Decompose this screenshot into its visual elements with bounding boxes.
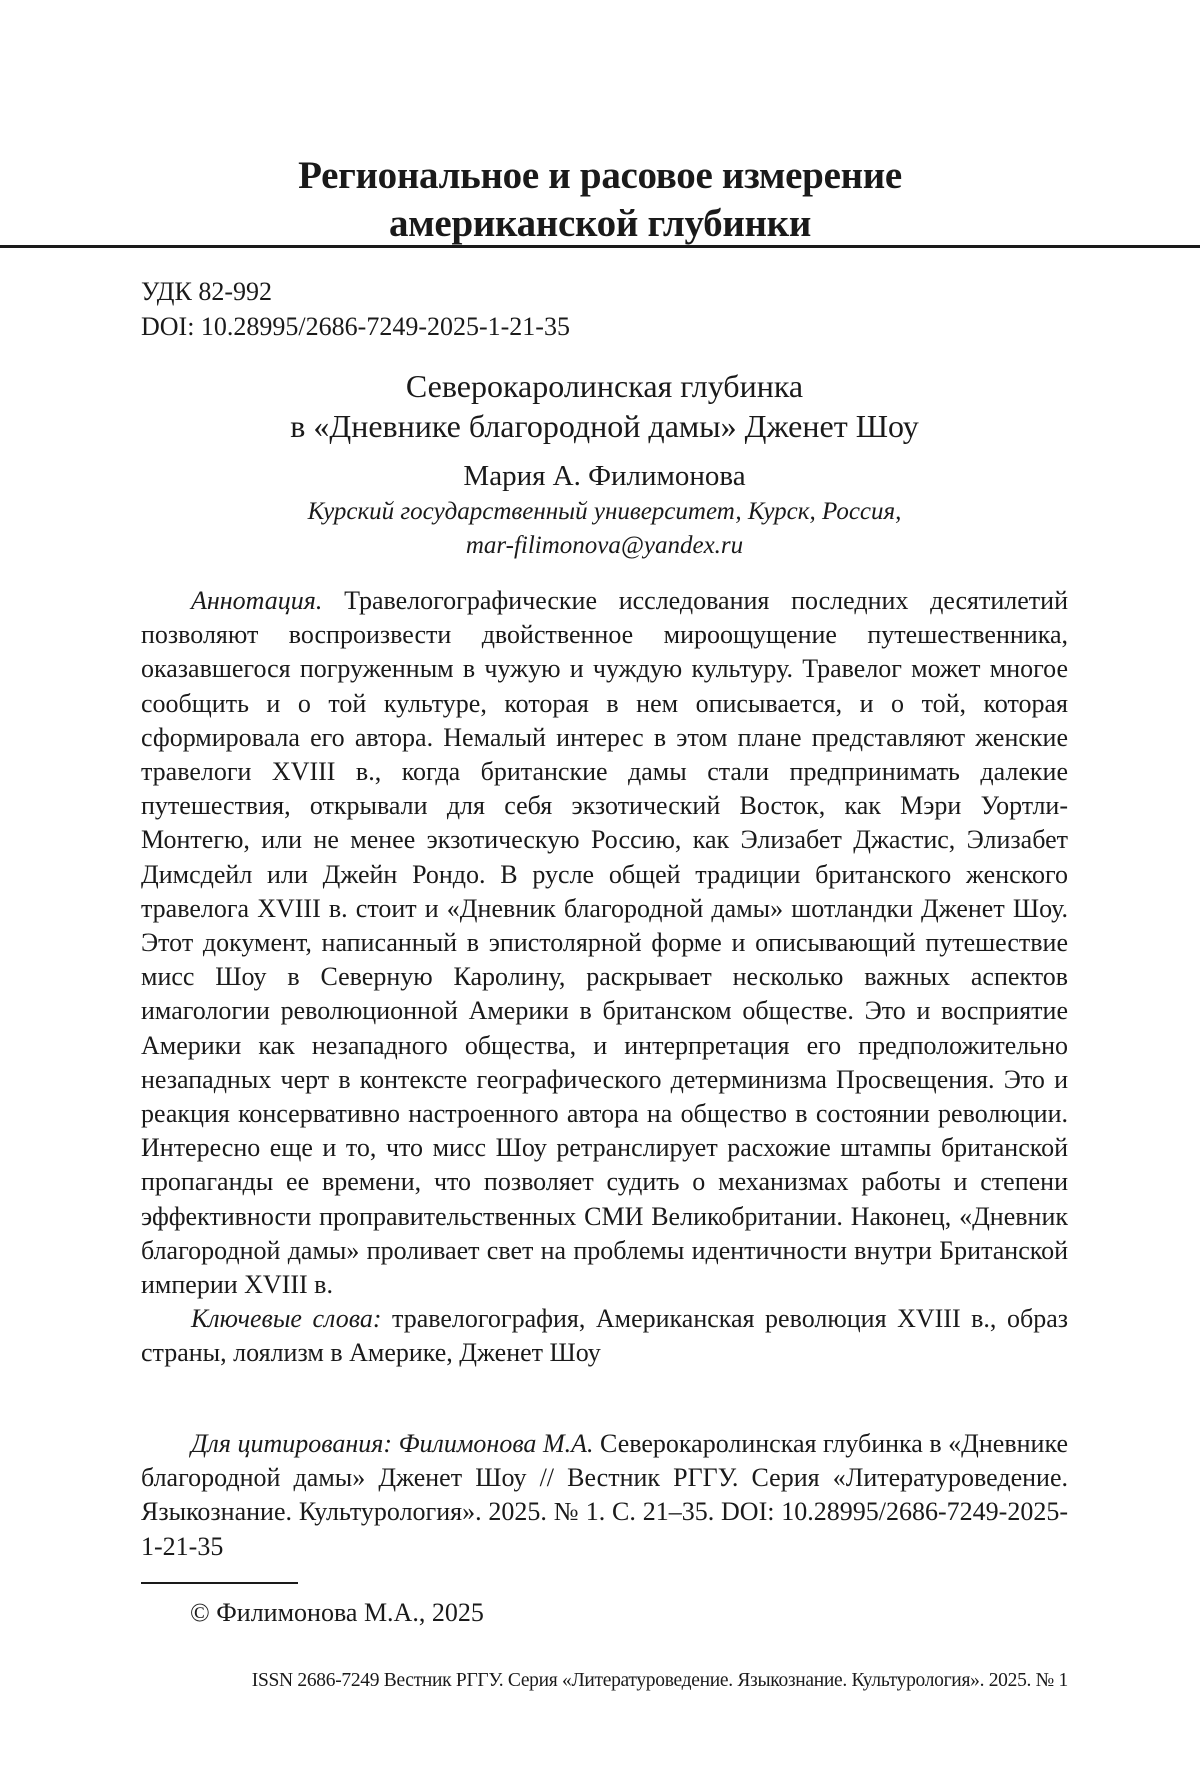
keywords-label: Ключевые слова: xyxy=(191,1304,381,1333)
udk-code: УДК 82-992 xyxy=(141,274,1068,309)
footnote-divider xyxy=(141,1582,298,1584)
article-meta xyxy=(141,274,1068,344)
abstract xyxy=(141,584,1068,1371)
citation-paragraph xyxy=(141,1427,1068,1564)
doi: DOI: 10.28995/2686-7249-2025-1-21-35 xyxy=(141,309,1068,344)
copyright-notice: © Филимонова М.А., 2025 xyxy=(190,1596,484,1630)
author-name: Мария А. Филимонова xyxy=(141,458,1068,494)
citation-block xyxy=(141,1427,1068,1564)
citation-text: Северокаролинская глубинка в «Дневнике благородной дамы» Дженет Шоу // Вестник РГГУ. Серия «Литературоведение. Языкознание. Культурология». 2025. № 1. С. 21–35. DOI: 10.28995/2686-7249-2025-1-21-35 xyxy=(141,1429,1068,1561)
running-footer: ISSN 2686-7249 Вестник РГГУ. Серия «Литературоведение. Языкознание. Культурология». 2025. № 1 xyxy=(141,1668,1068,1694)
section-title-line2: американской глубинки xyxy=(150,200,1050,248)
header-divider xyxy=(0,245,1200,248)
article-title-line1: Северокаролинская глубинка xyxy=(141,366,1068,406)
citation-label: Для цитирования: Филимонова М.А. xyxy=(191,1429,594,1458)
section-header xyxy=(0,152,1200,248)
author-email[interactable]: mar-filimonova@yandex.ru xyxy=(141,529,1068,563)
author-affiliation xyxy=(141,495,1068,563)
article-title xyxy=(141,366,1068,446)
abstract-label: Аннотация. xyxy=(191,586,322,615)
abstract-paragraph xyxy=(141,584,1068,1302)
keywords-paragraph xyxy=(141,1302,1068,1370)
section-title-line1: Региональное и расовое измерение xyxy=(150,152,1050,200)
article-title-line2: в «Дневнике благородной дамы» Дженет Шоу xyxy=(141,406,1068,446)
affiliation-text: Курский государственный университет, Курск, Россия, xyxy=(141,495,1068,529)
abstract-text: Травелогографические исследования последних десятилетий позволяют воспроизвести двойственное мироощущение путешественника, оказавшегося погруженным в чужую и чуждую культуру. Травелог может многое сообщить и о той культуре, которая в нем описывается, и о той, которая сформировала его автора. Немалый интерес в этом плане представляют женские травелоги XVIII в., когда британские дамы стали предпринимать далекие путешествия, открывали для себя экзотический Восток, как Мэри Уортли-Монтегю, или не менее экзотическую Россию, как Элизабет Джастис, Элизабет Димсдейл или Джейн Рондо. В русле общей традиции британского женского травелога XVIII в. стоит и «Дневник благородной дамы» шотландки Дженет Шоу. Этот документ, написанный в эпистолярной форме и описывающий путешествие мисс Шоу в Северную Каролину, раскрывает несколько важных аспектов имагологии революционной Америки в британском обществе. Это и восприятие Америки как незападного общества, и интерпретация его предположительно незападных черт в контексте географического детерминизма Просвещения. Это и реакция консервативно настроенного автора на общество в состоянии революции. Интересно еще и то, что мисс Шоу ретранслирует расхожие штампы британской пропаганды ее времени, что позволяет судить о механизмах работы и степени эффективности проправительственных СМИ Великобритании. Наконец, «Дневник благородной дамы» проливает свет на проблемы идентичности внутри Британской империи XVIII в. xyxy=(141,586,1068,1299)
section-title xyxy=(150,152,1050,248)
keywords-text: травелогография, Американская революция XVIII в., образ страны, лоялизм в Америке, Дженет Шоу xyxy=(141,1304,1068,1367)
